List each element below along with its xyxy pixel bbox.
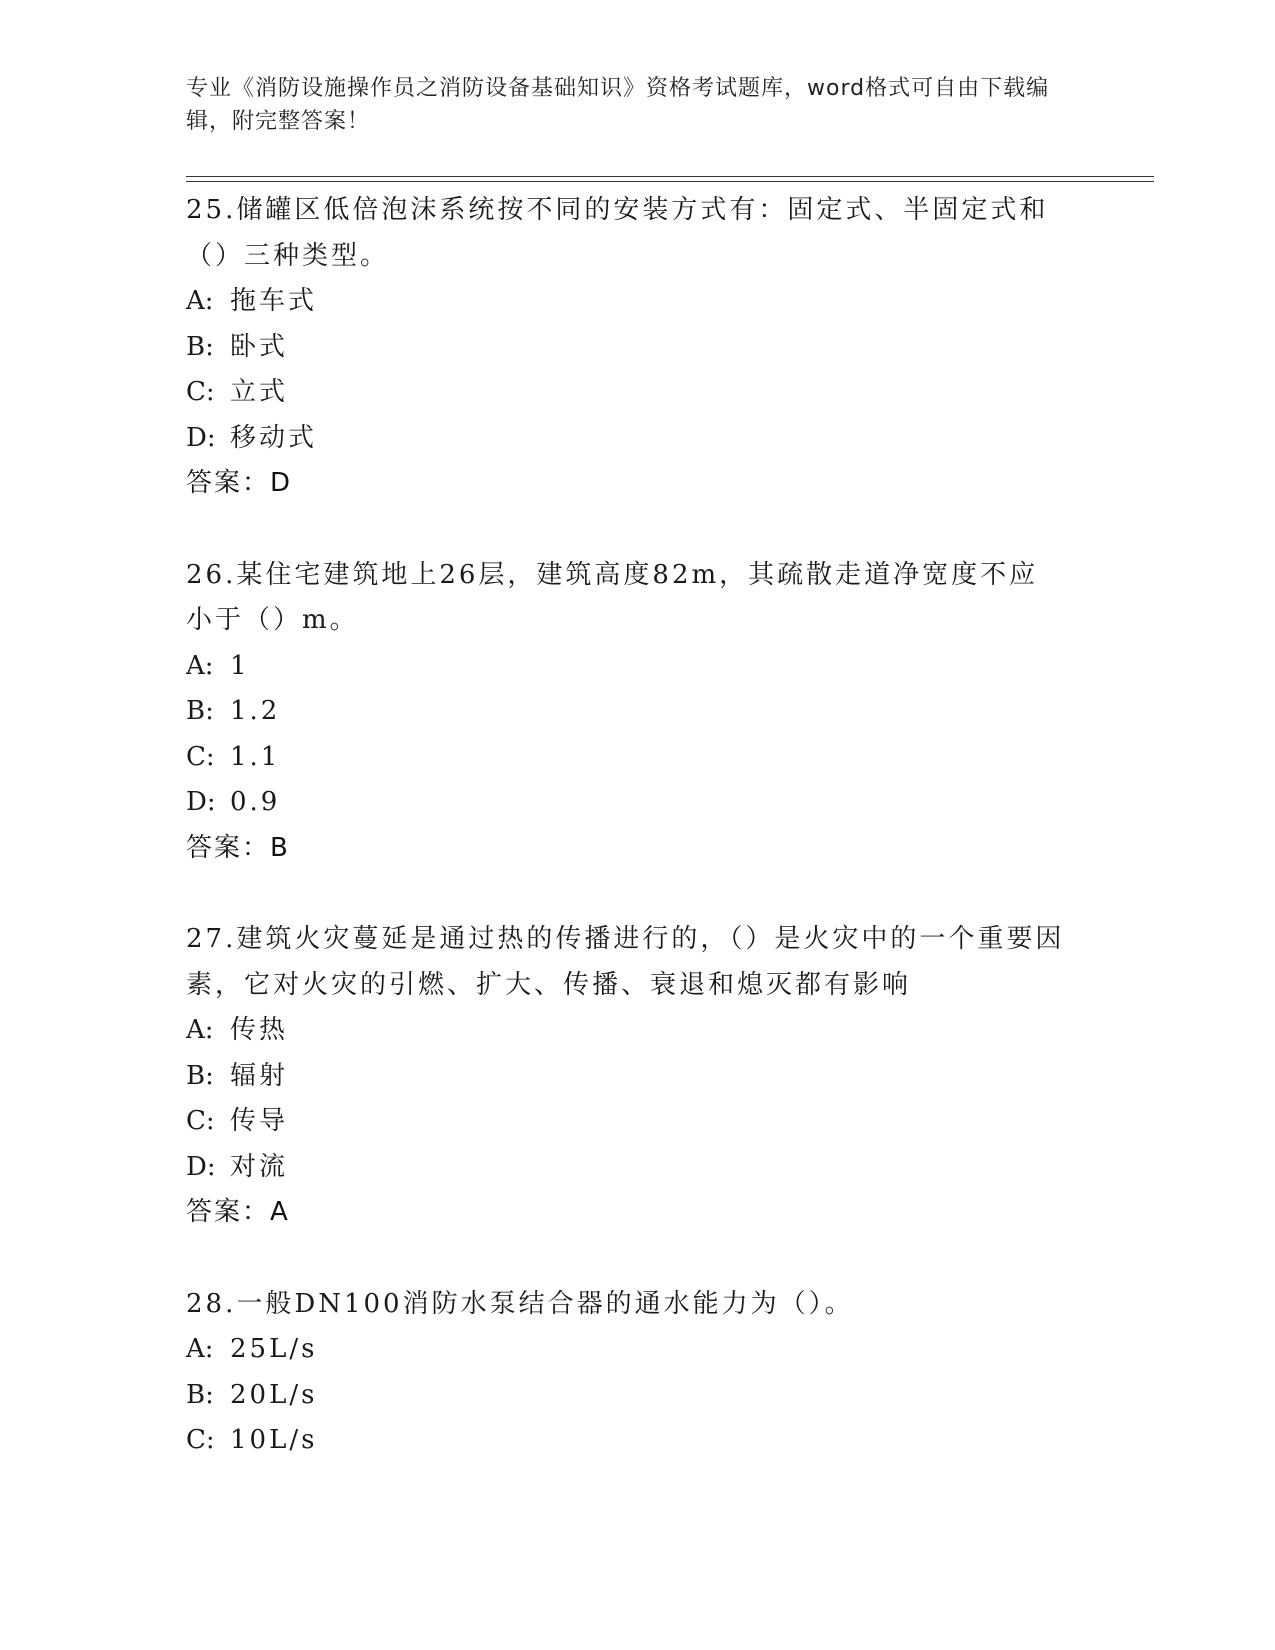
option-b — [186, 689, 1086, 735]
option-value: 1 — [230, 650, 250, 681]
question-27 — [186, 917, 1086, 1236]
option-b — [186, 325, 1086, 371]
question-text: 25.储罐区低倍泡沫系统按不同的安装方式有：固定式、半固定式和（）三种类型。 — [186, 195, 1049, 271]
option-key: B: — [186, 1379, 214, 1410]
option-value: 立式 — [230, 377, 289, 407]
option-key: B: — [186, 696, 214, 726]
option-value: 传导 — [230, 1106, 289, 1136]
option-a — [186, 1327, 1086, 1373]
option-value: 1.1 — [230, 741, 281, 772]
option-b — [186, 1373, 1086, 1419]
question-28 — [186, 1282, 1086, 1464]
option-d — [186, 780, 1086, 826]
option-value: 传热 — [230, 1015, 289, 1045]
option-b — [186, 1054, 1086, 1100]
option-c — [186, 1418, 1086, 1464]
option-key: A: — [186, 1334, 214, 1364]
option-value: 卧式 — [230, 331, 289, 362]
document-header: 专业《消防设施操作员之消防设备基础知识》资格考试题库，word格式可自由下载编辑，附完整答案！ — [186, 76, 1050, 134]
option-c — [186, 1099, 1086, 1145]
option-c — [186, 370, 1086, 416]
option-value: 0.9 — [230, 787, 281, 817]
question-25 — [186, 188, 1086, 507]
answer: 答案：A — [186, 1197, 290, 1227]
option-key: A: — [186, 650, 214, 681]
option-key: C: — [186, 1425, 215, 1455]
option-d — [186, 1145, 1086, 1191]
option-key: B: — [186, 331, 214, 362]
question-text: 28.一般DN100消防水泵结合器的通水能力为（）。 — [186, 1288, 854, 1319]
option-key: D: — [186, 422, 216, 453]
question-text: 26.某住宅建筑地上26层，建筑高度82m，其疏散走道净宽度不应小于（）m。 — [186, 559, 1039, 635]
option-d — [186, 416, 1086, 462]
option-value: 20L/s — [230, 1379, 318, 1410]
header-rule-top — [186, 176, 1154, 177]
option-value: 对流 — [230, 1151, 289, 1182]
option-key: C: — [186, 1106, 215, 1136]
option-a — [186, 279, 1086, 325]
option-key: D: — [186, 1151, 216, 1182]
option-key: A: — [186, 1015, 214, 1045]
answer: 答案：D — [186, 468, 293, 498]
header-rule-bottom — [186, 181, 1154, 182]
option-value: 25L/s — [230, 1334, 318, 1364]
option-a — [186, 644, 1086, 690]
question-list — [186, 188, 1086, 1510]
option-key: C: — [186, 741, 215, 772]
option-value: 拖车式 — [230, 286, 318, 316]
option-key: D: — [186, 787, 216, 817]
option-c — [186, 735, 1086, 781]
option-value: 1.2 — [230, 696, 281, 726]
option-value: 10L/s — [230, 1425, 318, 1455]
option-value: 移动式 — [230, 422, 318, 453]
question-26 — [186, 553, 1086, 872]
option-value: 辐射 — [230, 1060, 289, 1091]
option-key: B: — [186, 1060, 214, 1091]
question-text: 27.建筑火灾蔓延是通过热的传播进行的，（）是火灾中的一个重要因素，它对火灾的引燃、扩大、传播、衰退和熄灭都有影响 — [186, 924, 1065, 1000]
option-key: C: — [186, 377, 215, 407]
answer: 答案：B — [186, 832, 290, 863]
option-a — [186, 1008, 1086, 1054]
option-key: A: — [186, 286, 214, 316]
